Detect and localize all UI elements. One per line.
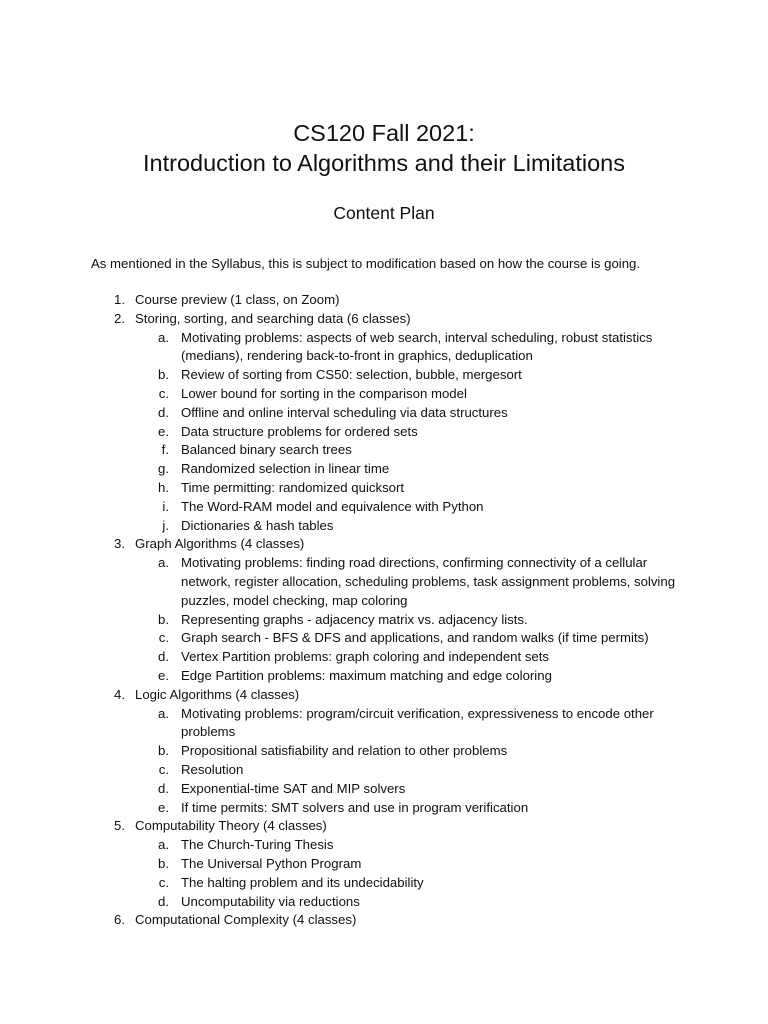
section-number: 2.: [114, 310, 125, 326]
section-title: Computability Theory (4 classes): [135, 818, 327, 834]
subitem-text: Lower bound for sorting in the comparison model: [181, 385, 467, 401]
subitem-letter: a.: [158, 555, 169, 571]
section-row: [0, 310, 768, 329]
subitem-text: Data structure problems for ordered sets: [181, 423, 418, 439]
section-row: [0, 911, 768, 930]
subitem: [0, 893, 768, 912]
subitem-text: Randomized selection in linear time: [181, 461, 390, 477]
subitem-text: The Church-Turing Thesis: [181, 837, 334, 853]
subitem: [0, 441, 768, 460]
subitem-letter: e.: [158, 423, 169, 439]
subitem-text: Representing graphs - adjacency matrix vs. adjacency lists.: [181, 611, 528, 627]
subitem-letter: a.: [158, 329, 169, 345]
subitem-text: Offline and online interval scheduling via data structures: [181, 404, 508, 420]
section-title: Computational Complexity (4 classes): [135, 912, 357, 928]
subitem: [0, 385, 768, 404]
subitem-text: Propositional satisfiability and relation to other problems: [181, 743, 508, 759]
subitem-list: [0, 705, 768, 818]
section-title: Storing, sorting, and searching data (6 classes): [135, 310, 411, 326]
outline-section: [0, 911, 768, 930]
outline-section: [0, 310, 768, 536]
subitem-letter: b.: [158, 611, 169, 627]
subitem-text: The halting problem and its undecidability: [181, 874, 424, 890]
subitem-text: Dictionaries & hash tables: [181, 517, 334, 533]
subitem: [0, 460, 768, 479]
outline-section: [0, 817, 768, 911]
subitem-letter: e.: [158, 799, 169, 815]
subitem: [0, 423, 768, 442]
section-title: Graph Algorithms (4 classes): [135, 536, 305, 552]
intro-paragraph: As mentioned in the Syllabus, this is subject to modification based on how the course is going.: [91, 256, 641, 271]
subitem-list: [0, 554, 768, 686]
subitem: [0, 479, 768, 498]
section-row: [0, 686, 768, 705]
subitem-text: Graph search - BFS & DFS and applications, and random walks (if time permits): [181, 630, 649, 646]
subitem-letter: c.: [158, 630, 169, 646]
subitem: [0, 498, 768, 517]
subitem-text: Motivating problems: finding road directions, confirming connectivity of a cellular network, register allocation, scheduling problems, task assignment problems, solving puzzles, model checking, map coloring: [181, 555, 676, 608]
outline-section: [0, 535, 768, 685]
subitem-letter: i.: [162, 498, 169, 514]
subitem-text: Uncomputability via reductions: [181, 893, 360, 909]
subitem-letter: c.: [158, 874, 169, 890]
subitem: [0, 554, 768, 610]
subitem-text: Resolution: [181, 761, 244, 777]
subitem-letter: e.: [158, 667, 169, 683]
subitem: [0, 404, 768, 423]
section-number: 5.: [114, 818, 125, 834]
subitem-letter: h.: [158, 479, 169, 495]
subitem: [0, 799, 768, 818]
outline-section: [0, 686, 768, 818]
subitem-text: Vertex Partition problems: graph coloring and independent sets: [181, 649, 550, 665]
subitem: [0, 705, 768, 743]
section-row: [0, 817, 768, 836]
subitem: [0, 667, 768, 686]
subitem-text: Balanced binary search trees: [181, 442, 352, 458]
subitem-text: The Word-RAM model and equivalence with Python: [181, 498, 484, 514]
section-title: Logic Algorithms (4 classes): [135, 686, 300, 702]
subitem-letter: d.: [158, 893, 169, 909]
subitem-letter: d.: [158, 780, 169, 796]
subitem: [0, 836, 768, 855]
subitem: [0, 629, 768, 648]
title-line-2: Introduction to Algorithms and their Limitations: [142, 150, 625, 176]
section-number: 4.: [114, 686, 125, 702]
subitem-letter: b.: [158, 855, 169, 871]
subitem-text: Time permitting: randomized quicksort: [181, 479, 405, 495]
subitem-letter: a.: [158, 837, 169, 853]
subitem: [0, 761, 768, 780]
subitem: [0, 366, 768, 385]
subitem-letter: a.: [158, 705, 169, 721]
subitem-text: Edge Partition problems: maximum matching and edge coloring: [181, 667, 552, 683]
subitem: [0, 329, 768, 367]
subitem-letter: b.: [158, 367, 169, 383]
outline-section: [0, 291, 768, 310]
subitem-letter: c.: [158, 385, 169, 401]
subitem-letter: c.: [158, 761, 169, 777]
subitem-list: [0, 836, 768, 911]
subitem-letter: d.: [158, 649, 169, 665]
section-number: 3.: [114, 536, 125, 552]
subitem-letter: g.: [158, 461, 169, 477]
subitem-letter: b.: [158, 743, 169, 759]
subitem-text: Motivating problems: program/circuit verification, expressiveness to encode other problems: [181, 705, 654, 740]
document-subtitle: Content Plan: [333, 203, 435, 223]
title-line-1: CS120 Fall 2021:: [293, 120, 475, 146]
document-title: [0, 118, 768, 178]
subitem-letter: j.: [162, 517, 169, 533]
subitem-text: Review of sorting from CS50: selection, bubble, mergesort: [181, 367, 522, 383]
subitem-letter: f.: [161, 442, 169, 458]
subitem-text: Motivating problems: aspects of web search, interval scheduling, robust statistics (medians), rendering back-to-front in graphics, deduplication: [181, 329, 653, 364]
section-title: Course preview (1 class, on Zoom): [135, 292, 340, 307]
subitem-text: Exponential-time SAT and MIP solvers: [181, 780, 406, 796]
subitem: [0, 648, 768, 667]
section-number: 6.: [114, 912, 125, 928]
subitem-text: The Universal Python Program: [181, 855, 362, 871]
subitem: [0, 874, 768, 893]
subitem-letter: d.: [158, 404, 169, 420]
subitem-list: [0, 329, 768, 536]
subitem-text: If time permits: SMT solvers and use in program verification: [181, 799, 529, 815]
subitem: [0, 517, 768, 536]
section-row: [0, 535, 768, 554]
content-outline: [0, 291, 768, 930]
subitem: [0, 611, 768, 630]
section-row: [0, 291, 768, 310]
subitem: [0, 742, 768, 761]
section-number: 1.: [114, 292, 125, 307]
subitem: [0, 855, 768, 874]
subitem: [0, 780, 768, 799]
